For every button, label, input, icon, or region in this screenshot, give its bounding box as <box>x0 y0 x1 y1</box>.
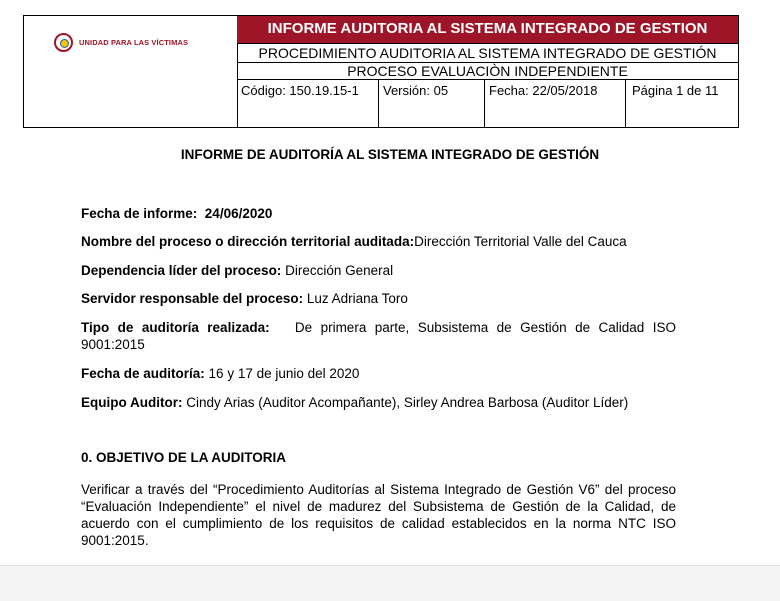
field-value: 16 y 17 de junio del 2020 <box>208 366 360 381</box>
page-gap <box>0 565 780 601</box>
header-table <box>23 15 739 128</box>
header-title: INFORME AUDITORIA AL SISTEMA INTEGRADO DE GESTION <box>237 16 738 44</box>
field-process-name <box>81 233 701 250</box>
header-process: PROCESO EVALUACIÒN INDEPENDIENTE <box>237 63 738 80</box>
field-value: Luz Adriana Toro <box>306 291 408 306</box>
field-value: Dirección Territorial Valle del Cauca <box>414 234 627 249</box>
objective-paragraph: Verificar a través del “Procedimiento Auditorías al Sistema Integrado de Gestión V6” del proceso “Evaluación Independiente” el nivel de madurez del Subsistema de Gestión de la Calidad, de acuerdo con el cumplimiento de los requisitos de calidad establecidos en la norma NTC ISO 9001:2015. <box>81 482 676 548</box>
field-responsible <box>81 290 701 307</box>
section-heading: 0. OBJETIVO DE LA AUDITORIA <box>81 450 287 465</box>
field-audit-date <box>81 365 701 382</box>
field-label: Fecha de informe: <box>81 206 198 221</box>
logo-text: UNIDAD PARA LAS VÍCTIMAS <box>79 38 189 47</box>
logo-cell <box>24 16 238 127</box>
field-label: Servidor responsable del proceso: <box>81 291 304 306</box>
header-info <box>237 16 738 127</box>
field-value: Dirección General <box>285 263 394 278</box>
header-date: Fecha: 22/05/2018 <box>485 80 626 127</box>
field-label: Tipo de auditoría realizada: <box>81 320 270 335</box>
field-value: Cindy Arias (Auditor Acompañante), Sirley Andrea Barbosa (Auditor Líder) <box>186 395 629 410</box>
header-meta-row <box>237 80 738 127</box>
field-label: Fecha de auditoría: <box>81 366 205 381</box>
header-version: Versión: 05 <box>379 80 485 127</box>
header-procedure: PROCEDIMIENTO AUDITORIA AL SISTEMA INTEGRADO DE GESTIÓN <box>237 44 738 63</box>
document-title: INFORME DE AUDITORÍA AL SISTEMA INTEGRADO DE GESTIÓN <box>180 147 600 162</box>
field-value: De primera parte, Subsistema de Gestión de Calidad ISO 9001:2015 <box>81 320 676 352</box>
field-label: Dependencia líder del proceso: <box>81 263 282 278</box>
field-lead-dependency <box>81 262 701 279</box>
field-label: Equipo Auditor: <box>81 395 183 410</box>
field-report-date <box>81 205 701 222</box>
header-code: Código: 150.19.15-1 <box>237 80 379 127</box>
field-audit-team <box>81 394 701 411</box>
field-value: 24/06/2020 <box>204 206 273 221</box>
header-page: Página 1 de 11 <box>632 83 719 98</box>
coat-of-arms-icon <box>54 33 73 52</box>
field-audit-type <box>81 319 676 353</box>
field-label: Nombre del proceso o dirección territorial auditada: <box>81 234 415 249</box>
logo <box>54 33 188 52</box>
